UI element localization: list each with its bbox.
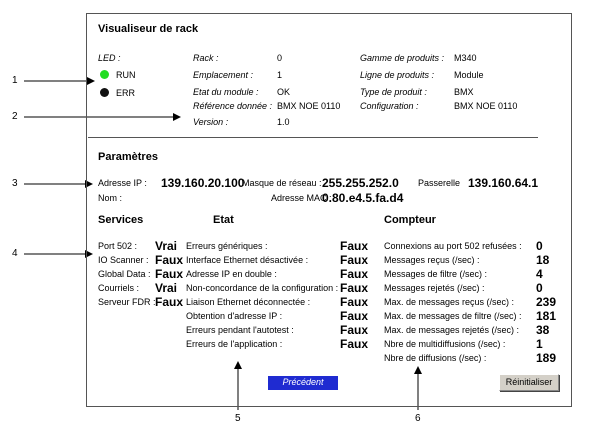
- state-label: Erreurs pendant l'autotest :: [186, 325, 294, 335]
- service-value: Faux: [155, 253, 184, 267]
- counter-label: Messages rejetés (/sec) :: [384, 283, 485, 293]
- err-led-label: ERR: [116, 88, 136, 98]
- callout-2-label: 2: [12, 111, 18, 122]
- service-label: Global Data :: [98, 269, 151, 279]
- product-range-label: Gamme de produits :: [360, 53, 445, 63]
- counter-value: 38: [536, 323, 550, 337]
- services-title: Services: [98, 214, 144, 226]
- counter-value: 0: [536, 281, 543, 295]
- reset-button[interactable]: Réinitialiser: [499, 374, 559, 391]
- previous-button-label: Précédent: [282, 377, 324, 387]
- mac-value: 0.80.e4.5.fa.d4: [322, 191, 404, 205]
- counter-label: Messages de filtre (/sec) :: [384, 269, 488, 279]
- state-label: Erreurs de l'application :: [186, 339, 283, 349]
- callout-6-label: 6: [415, 413, 421, 424]
- version-label: Version :: [193, 117, 229, 127]
- product-line-label: Ligne de produits :: [360, 70, 435, 80]
- state-value: Faux: [340, 239, 369, 253]
- service-label: Serveur FDR :: [98, 297, 156, 307]
- service-value: Vrai: [155, 281, 178, 295]
- state-value: Faux: [340, 323, 369, 337]
- counter-label: Connexions au port 502 refusées :: [384, 241, 522, 251]
- callout-5-label: 5: [235, 413, 241, 424]
- counter-label: Max. de messages rejetés (/sec) :: [384, 325, 520, 335]
- ip-label: Adresse IP :: [98, 178, 147, 188]
- service-label: Courriels :: [98, 283, 140, 293]
- product-range-value: M340: [454, 53, 477, 63]
- product-type-value: BMX: [454, 87, 474, 97]
- counter-value: 0: [536, 239, 543, 253]
- gateway-value: 139.160.64.1: [468, 176, 539, 190]
- state-title: Etat: [213, 214, 234, 226]
- rack-value: 0: [277, 53, 283, 63]
- run-led-label: RUN: [116, 70, 136, 80]
- service-label: IO Scanner :: [98, 255, 149, 265]
- previous-button[interactable]: [268, 376, 338, 390]
- mask-value: 255.255.252.0: [322, 176, 399, 190]
- state-label: Liaison Ethernet déconnectée :: [186, 297, 311, 307]
- configuration-label: Configuration :: [360, 101, 419, 111]
- mask-label: Masque de réseau :: [242, 178, 322, 188]
- slot-label: Emplacement :: [193, 70, 254, 80]
- service-value: Faux: [155, 267, 184, 281]
- state-value: Faux: [340, 309, 369, 323]
- mac-label: Adresse MAC :: [271, 193, 332, 203]
- callout-3-label: 3: [12, 178, 18, 189]
- page-title: Visualiseur de rack: [98, 23, 199, 35]
- err-led-indicator: [100, 88, 109, 97]
- run-led-indicator: [100, 70, 109, 79]
- gateway-label: Passerelle: [418, 178, 461, 188]
- service-label: Port 502 :: [98, 241, 138, 251]
- module-state-label: Etat du module :: [193, 87, 259, 97]
- service-value: Faux: [155, 295, 184, 309]
- name-label: Nom :: [98, 193, 123, 203]
- reference-value: BMX NOE 0110: [277, 101, 341, 111]
- state-label: Erreurs génériques :: [186, 241, 268, 251]
- counter-label: Max. de messages reçus (/sec) :: [384, 297, 515, 307]
- counter-value: 239: [536, 295, 557, 309]
- state-value: Faux: [340, 281, 369, 295]
- module-state-value: OK: [277, 87, 291, 97]
- product-line-value: Module: [454, 70, 484, 80]
- counter-value: 1: [536, 337, 543, 351]
- state-value: Faux: [340, 253, 369, 267]
- state-value: Faux: [340, 267, 369, 281]
- reference-label: Référence donnée :: [193, 101, 273, 111]
- state-value: Faux: [340, 337, 369, 351]
- state-label: Obtention d'adresse IP :: [186, 311, 283, 321]
- led-label: LED :: [98, 53, 121, 63]
- state-label: Non-concordance de la configuration :: [186, 283, 339, 293]
- configuration-value: BMX NOE 0110: [454, 101, 518, 111]
- version-value: 1.0: [277, 117, 290, 127]
- section-divider: [88, 137, 538, 138]
- parameters-title: Paramètres: [98, 151, 158, 163]
- counter-value: 4: [536, 267, 543, 281]
- counter-label: Nbre de multidiffusions (/sec) :: [384, 339, 506, 349]
- service-value: Vrai: [155, 239, 178, 253]
- rack-label: Rack :: [193, 53, 219, 63]
- counter-label: Nbre de diffusions (/sec) :: [384, 353, 487, 363]
- counter-label: Max. de messages de filtre (/sec) :: [384, 311, 522, 321]
- counter-label: Messages reçus (/sec) :: [384, 255, 480, 265]
- counter-title: Compteur: [384, 214, 436, 226]
- slot-value: 1: [277, 70, 283, 80]
- state-value: Faux: [340, 295, 369, 309]
- state-label: Adresse IP en double :: [186, 269, 277, 279]
- callout-4-label: 4: [12, 248, 18, 259]
- state-label: Interface Ethernet désactivée :: [186, 255, 309, 265]
- callout-1-label: 1: [12, 75, 18, 86]
- ip-value: 139.160.20.100: [161, 176, 245, 190]
- product-type-label: Type de produit :: [360, 87, 427, 97]
- counter-value: 18: [536, 253, 550, 267]
- counter-value: 181: [536, 309, 557, 323]
- counter-value: 189: [536, 351, 557, 365]
